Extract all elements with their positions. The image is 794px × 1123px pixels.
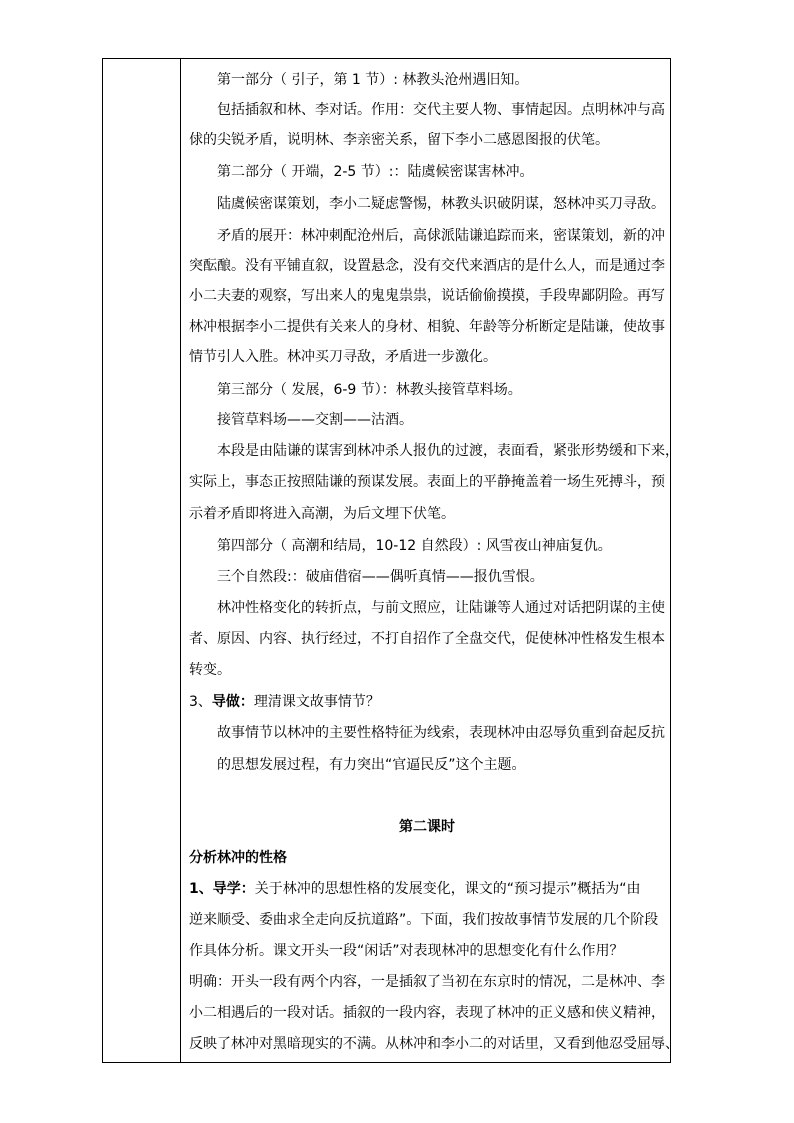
paragraph-line: 明确：开头一段有两个内容，一是插叙了当初在东京时的情况，二是林冲、李 xyxy=(189,974,665,990)
item3-number: 3、 xyxy=(189,694,212,710)
item3-label: 导做： xyxy=(211,694,254,710)
paragraph-line: 三个自然段:：破庙借宿——偶听真情——报仇雪恨。 xyxy=(217,569,544,585)
item1-line xyxy=(189,880,641,898)
content-cell xyxy=(189,59,679,1062)
part1-heading: 第一部分（ 引子，第 1 节）: 林教头沧州遇旧知。 xyxy=(217,72,529,88)
subheading: 分析林冲的性格 xyxy=(189,850,287,866)
paragraph-line: 逆来顺受、委曲求全走向反抗道路”。下面，我们按故事情节发展的几个阶段 xyxy=(189,912,659,928)
paragraph-line: 包括插叙和林、李对话。作用：交代主要人物、事情起因。点明林冲与高 xyxy=(217,102,665,118)
left-column-cell xyxy=(103,59,181,1062)
paragraph-line: 接管草料场——交割——沽酒。 xyxy=(217,412,413,428)
paragraph-line: 情节引人入胜。林冲买刀寻敌，矛盾进一步激化。 xyxy=(189,349,497,365)
paragraph-line: 矛盾的展开：林冲刺配沧州后，高俅派陆谦追踪而来，密谋策划，新的冲 xyxy=(217,228,665,244)
item1-label: 导学： xyxy=(212,881,255,897)
answer-line: 的思想发展过程，有力突出“官逼民反”这个主题。 xyxy=(217,757,526,773)
paragraph-line: 小二夫妻的观察，写出来人的鬼鬼祟祟，说话偷偷摸摸，手段卑鄙阴险。再写 xyxy=(189,288,665,304)
paragraph-line: 示着矛盾即将进入高潮，为后文埋下伏笔。 xyxy=(189,506,455,522)
paragraph-line: 反映了林冲对黑暗现实的不满。从林冲和李小二的对话里，又看到他忍受屈辱、 xyxy=(189,1036,679,1052)
paragraph-line: 小二相遇后的一段对话。插叙的一段内容，表现了林冲的正义感和侠义精神， xyxy=(189,1005,665,1021)
document-table xyxy=(102,58,679,1063)
part4-heading: 第四部分（ 高潮和结局，10-12 自然段）: 风雪夜山神庙复仇。 xyxy=(217,538,612,554)
answer-line: 故事情节以林冲的主要性格特征为线索，表现林冲由忍辱负重到奋起反抗 xyxy=(217,725,665,741)
paragraph-line: 林冲性格变化的转折点，与前文照应，让陆谦等人通过对话把阴谋的主使 xyxy=(217,600,665,616)
item3-line xyxy=(189,693,380,711)
paragraph-line: 俅的尖锐矛盾，说明林、李亲密关系，留下李小二感恩图报的伏笔。 xyxy=(189,132,609,148)
item1-text: 关于林冲的思想性格的发展变化，课文的“预习提示”概括为“由 xyxy=(254,881,641,897)
paragraph-line: 作具体分析。课文开头一段“闲话”对表现林冲的思想变化有什么作用？ xyxy=(189,943,624,959)
paragraph-line: 者、原因、内容、执行经过，不打自招作了全盘交代，促使林冲性格发生根本 xyxy=(189,631,665,647)
paragraph-line: 本段是由陆谦的谋害到林冲杀人报仇的过渡，表面看，紧张形势缓和下来， xyxy=(217,443,679,459)
paragraph-line: 陆虞候密谋策划，李小二疑虑警惕，林教头识破阴谋，怒林冲买刀寻敌。 xyxy=(217,196,665,212)
paragraph-line: 实际上，事态正按照陆谦的预谋发展。表面上的平静掩盖着一场生死搏斗，预 xyxy=(189,474,665,490)
part2-heading: 第二部分（ 开端，2-5 节）:：陆虞候密谋害林冲。 xyxy=(217,164,534,180)
paragraph-line: 林冲根据李小二提供有关来人的身材、相貌、年龄等分析断定是陆谦，使故事 xyxy=(189,319,665,335)
item3-text: 理清课文故事情节？ xyxy=(253,694,380,710)
paragraph-line: 突酝酿。没有平铺直叙，设置悬念，没有交代来酒店的是什么人，而是通过李 xyxy=(189,258,665,274)
item1-number: 1、 xyxy=(189,881,213,897)
paragraph-line: 转变。 xyxy=(189,662,231,678)
part3-heading: 第三部分（ 发展，6-9 节）：林教头接管草料场。 xyxy=(217,382,522,398)
section-title: 第二课时 xyxy=(399,819,455,835)
